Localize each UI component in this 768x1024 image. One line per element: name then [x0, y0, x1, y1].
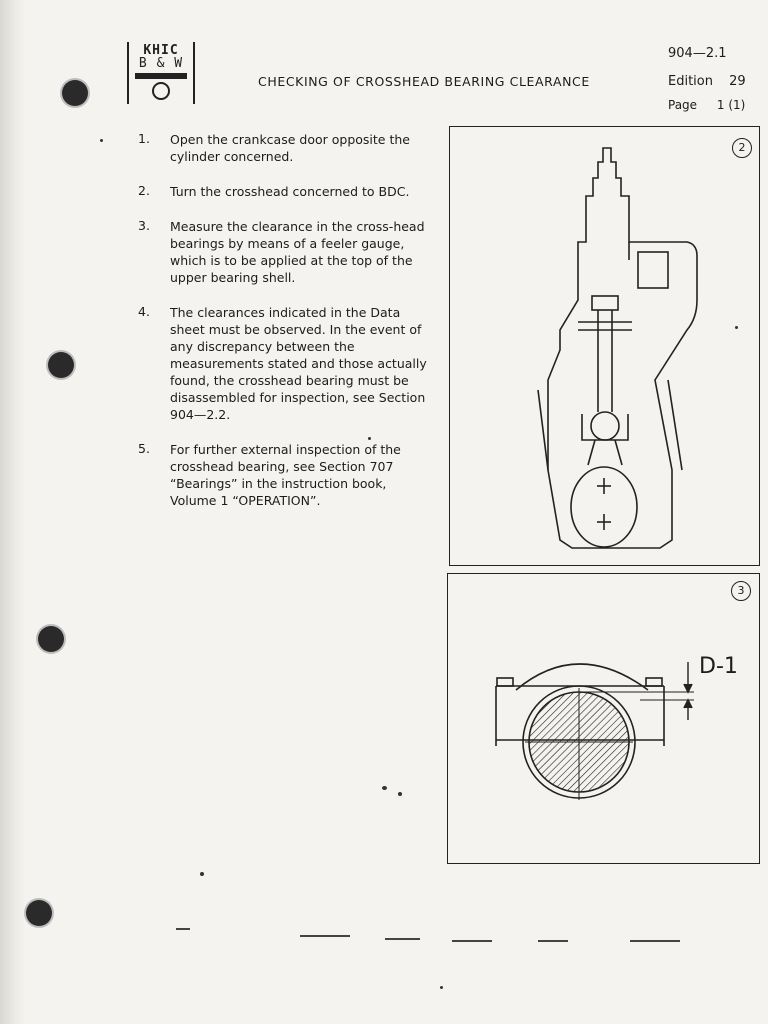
- scan-speck: [382, 786, 387, 790]
- scan-dash: [452, 940, 492, 942]
- scan-speck: [735, 326, 738, 329]
- scan-speck: [200, 872, 204, 876]
- page-label: Page: [668, 98, 698, 112]
- step-number: 5.: [138, 441, 150, 456]
- scan-speck: [368, 437, 371, 440]
- scan-dash: [176, 928, 190, 930]
- scan-speck: [100, 139, 103, 142]
- page-value: 1 (1): [716, 98, 746, 112]
- edition-label: Edition: [668, 74, 713, 89]
- logo-line-1: KHIC: [143, 43, 179, 58]
- crosshead-section-drawing: [538, 148, 697, 548]
- step-text: The clearances indicated in the Data sheet must be observed. In the event of any discrepancy between the measurements stated and those actually found, the crosshead bearing must be disassembled for inspection, see Section 904—2.2.: [170, 305, 427, 422]
- logo-line-2: B & W: [138, 56, 184, 71]
- step-text: For further external inspection of the crosshead bearing, see Section 707 “Bearings” in the instruction book, Volume 1 “OPERATION”.: [170, 442, 401, 508]
- figure-3-number: 3: [731, 581, 751, 601]
- scan-dash: [630, 940, 680, 942]
- step-number: 2.: [138, 183, 150, 198]
- scan-dash: [385, 938, 420, 940]
- scan-dash: [538, 940, 568, 942]
- step-number: 1.: [138, 131, 150, 146]
- scan-speck: [398, 792, 402, 796]
- step-text: Turn the crosshead concerned to BDC.: [170, 184, 410, 199]
- step-text: Open the crankcase door opposite the cylinder concerned.: [170, 132, 410, 164]
- figure-2-number: 2: [732, 138, 752, 158]
- scan-dash: [300, 935, 350, 937]
- scan-speck: [440, 986, 443, 989]
- step-number: 4.: [138, 304, 150, 319]
- clearance-label: D-1: [699, 654, 738, 679]
- step-text: Measure the clearance in the cross-head bearings by means of a feeler gauge, which is to be applied at the top of the upper bearing shell.: [170, 219, 425, 285]
- document-number: 904—2.1: [668, 46, 727, 61]
- document-title: CHECKING OF CROSSHEAD BEARING CLEARANCE: [258, 74, 590, 89]
- edition-value: 29: [729, 74, 746, 89]
- step-number: 3.: [138, 218, 150, 233]
- bearing-clearance-drawing: [496, 662, 694, 800]
